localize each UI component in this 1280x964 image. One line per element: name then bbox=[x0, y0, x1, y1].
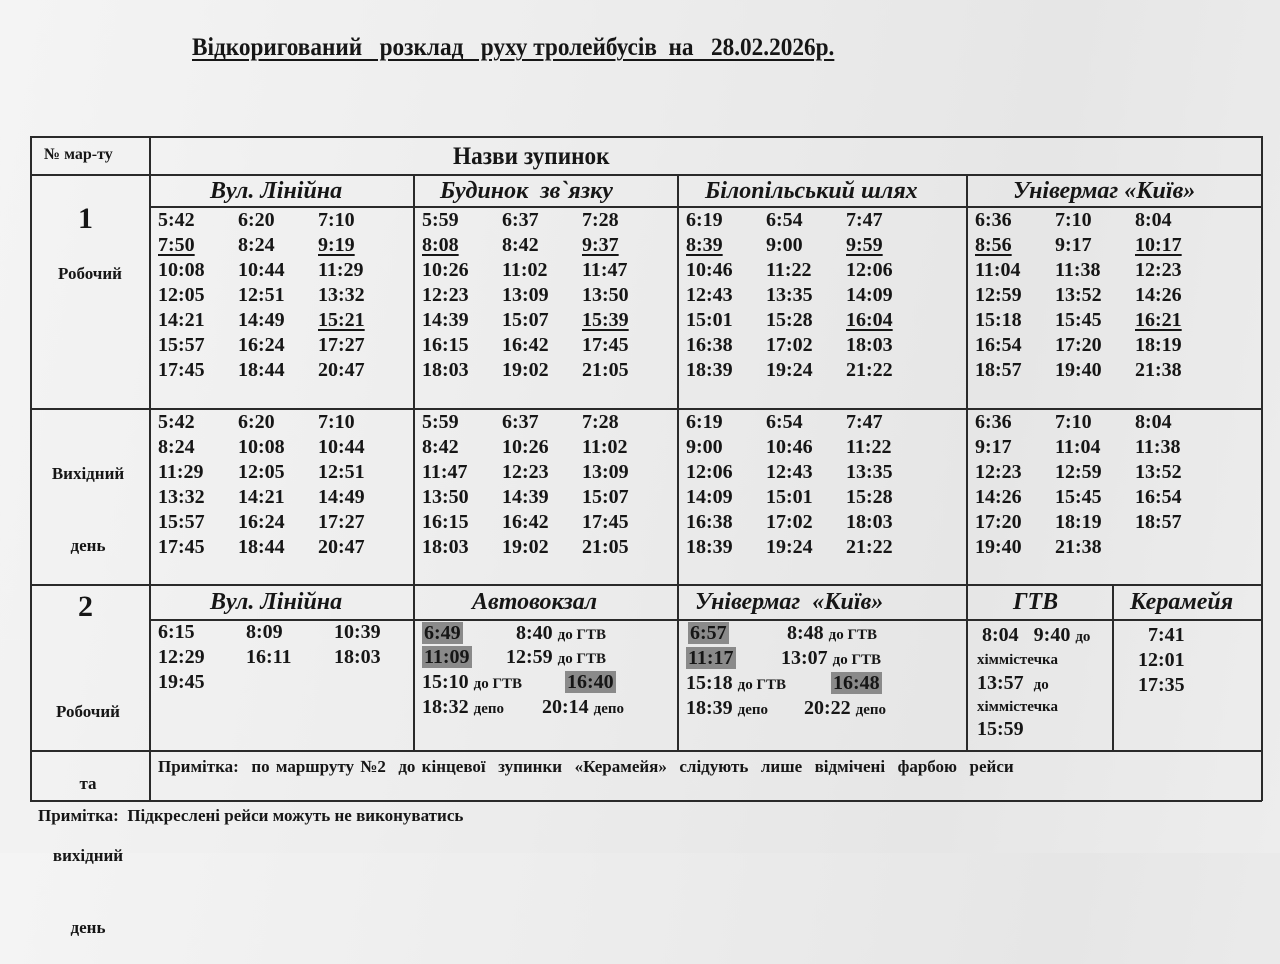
stop-name-univermag-kyiv: Універмаг «Київ» bbox=[1013, 178, 1196, 204]
trip-time: 12:51 bbox=[318, 461, 365, 483]
trip-time: 18:39 bbox=[686, 697, 733, 719]
trip-time: 17:45 bbox=[582, 334, 629, 356]
trip-time: 9:00 bbox=[686, 436, 723, 458]
trip-destination: до ГТВ bbox=[832, 652, 882, 668]
trip-time: 12:59 bbox=[975, 284, 1022, 306]
trip-time: 18:57 bbox=[975, 359, 1022, 381]
route-1-weekday-times-bilopilskyi-shliakh bbox=[686, 208, 926, 383]
trip-time: 11:29 bbox=[158, 461, 204, 483]
trip-time: 18:19 bbox=[1055, 511, 1102, 533]
trip-destination: депо bbox=[593, 701, 625, 717]
trip-time: 11:38 bbox=[1055, 259, 1101, 281]
trip-time: 11:04 bbox=[1055, 436, 1101, 458]
document-title: Відкоригований розклад руху тролейбусів на 28.02.2026р. bbox=[192, 34, 835, 61]
route-2-stop-gtv: ГТВ bbox=[1013, 589, 1059, 615]
trip-time: 12:29 bbox=[158, 646, 205, 668]
trip-time: 11:38 bbox=[1135, 436, 1181, 458]
trip-time: 8:42 bbox=[422, 436, 459, 458]
route-1-weekend-times-univermag-kyiv bbox=[975, 410, 1215, 560]
trip-time: 8:24 bbox=[238, 234, 275, 256]
trip-destination: хіммістечка bbox=[977, 652, 1058, 668]
trip-time: 15:57 bbox=[158, 334, 205, 356]
highlighted-trip: 6:57 bbox=[690, 622, 727, 644]
trip-time: 13:35 bbox=[766, 284, 813, 306]
stop-name-linijna: Вул. Лінійна bbox=[210, 178, 343, 204]
trip-time: 6:15 bbox=[158, 621, 195, 643]
trip-time: 7:28 bbox=[582, 411, 619, 433]
trip-destination: до ГТВ bbox=[557, 627, 607, 643]
trip-time: 19:24 bbox=[766, 536, 813, 558]
trip-time: 15:07 bbox=[502, 309, 549, 331]
trip-time: 15:45 bbox=[1055, 309, 1102, 331]
underlined-trip-time: 8:08 bbox=[422, 234, 459, 256]
trip-destination: до ГТВ bbox=[828, 627, 878, 643]
trip-time: 21:22 bbox=[846, 359, 893, 381]
trip-time: 8:09 bbox=[246, 621, 283, 643]
route-column-header: № мар-ту bbox=[44, 146, 113, 163]
trip-time: 12:43 bbox=[686, 284, 733, 306]
highlighted-trip: 11:17 bbox=[688, 647, 734, 669]
trip-time: 18:03 bbox=[334, 646, 381, 668]
trip-time: 10:08 bbox=[238, 436, 285, 458]
trip-time: 11:02 bbox=[582, 436, 628, 458]
trip-destination: до ГТВ bbox=[557, 651, 607, 667]
trip-time: 5:42 bbox=[158, 411, 195, 433]
trip-time: 16:38 bbox=[686, 334, 733, 356]
trip-time: 10:46 bbox=[766, 436, 813, 458]
trip-time: 12:59 bbox=[1055, 461, 1102, 483]
trip-time: 8:04 bbox=[982, 624, 1019, 646]
trip-time: 20:47 bbox=[318, 536, 365, 558]
trip-time: 5:59 bbox=[422, 411, 459, 433]
underlined-trip-time: 9:59 bbox=[846, 234, 883, 256]
route-1-weekday-times-budynok-zvyazku bbox=[422, 208, 662, 383]
trip-time: 13:32 bbox=[158, 486, 205, 508]
highlighted-trip: 11:09 bbox=[424, 646, 470, 668]
trip-time: 15:10 bbox=[422, 671, 469, 693]
route-2-stop-avtovokzal: Автовокзал bbox=[472, 589, 598, 615]
route-2-number: 2 bbox=[78, 590, 93, 623]
trip-time: 7:10 bbox=[1055, 209, 1092, 231]
stop-name-bilopilskyi-shliakh: Білопільський шлях bbox=[705, 178, 918, 204]
trip-time: 8:24 bbox=[158, 436, 195, 458]
trip-time: 20:47 bbox=[318, 359, 365, 381]
trip-time: 9:00 bbox=[766, 234, 803, 256]
trip-time: 18:03 bbox=[846, 511, 893, 533]
trip-time: 18:03 bbox=[846, 334, 893, 356]
trip-destination: до bbox=[1075, 629, 1091, 645]
route-1-weekday-times-linijna bbox=[158, 208, 398, 383]
trip-time: 20:14 bbox=[542, 696, 589, 718]
trip-time: 7:47 bbox=[846, 209, 883, 231]
trip-time: 10:46 bbox=[686, 259, 733, 281]
trip-time: 11:22 bbox=[766, 259, 812, 281]
underlined-trip-time: 7:50 bbox=[158, 234, 195, 256]
trip-time: 12:59 bbox=[506, 646, 553, 668]
trip-destination: депо bbox=[473, 701, 505, 717]
underlined-trip-time: 9:37 bbox=[582, 234, 619, 256]
trip-time: 10:44 bbox=[318, 436, 365, 458]
highlighted-trip: 16:48 bbox=[833, 672, 880, 694]
trip-time: 16:54 bbox=[1135, 486, 1182, 508]
trip-time: 13:50 bbox=[582, 284, 629, 306]
trip-time: 21:05 bbox=[582, 359, 629, 381]
trip-time: 11:22 bbox=[846, 436, 892, 458]
route-1-weekday-times-univermag-kyiv bbox=[975, 208, 1215, 383]
trip-time: 17:45 bbox=[158, 359, 205, 381]
trip-time: 12:05 bbox=[158, 284, 205, 306]
trip-time: 14:49 bbox=[318, 486, 365, 508]
trip-time: 14:49 bbox=[238, 309, 285, 331]
trip-time: 10:39 bbox=[334, 621, 381, 643]
trip-time: 6:37 bbox=[502, 411, 539, 433]
trip-time: 8:04 bbox=[1135, 411, 1172, 433]
trip-time: 18:39 bbox=[686, 359, 733, 381]
trip-time: 11:02 bbox=[502, 259, 548, 281]
underlined-trip-time: 9:19 bbox=[318, 234, 355, 256]
stops-title: Назви зупинок bbox=[453, 143, 610, 170]
trip-destination: хіммістечка bbox=[977, 699, 1058, 715]
trip-time: 13:52 bbox=[1135, 461, 1182, 483]
trip-time: 12:06 bbox=[686, 461, 733, 483]
trip-time: 14:39 bbox=[502, 486, 549, 508]
trip-time: 17:35 bbox=[1138, 674, 1185, 696]
trip-time: 6:19 bbox=[686, 209, 723, 231]
trip-time: 12:23 bbox=[502, 461, 549, 483]
trip-time: 7:28 bbox=[582, 209, 619, 231]
trip-time: 9:40 bbox=[1033, 624, 1071, 646]
trip-time: 7:41 bbox=[1148, 624, 1185, 646]
trip-time: 5:42 bbox=[158, 209, 195, 231]
trip-time: 6:37 bbox=[502, 209, 539, 231]
highlighted-trip: 16:40 bbox=[567, 671, 614, 693]
route-2-label-line: та bbox=[79, 774, 97, 793]
trip-time: 6:20 bbox=[238, 209, 275, 231]
trip-time: 12:23 bbox=[422, 284, 469, 306]
trip-time: 12:23 bbox=[975, 461, 1022, 483]
trip-time: 13:32 bbox=[318, 284, 365, 306]
trip-time: 17:20 bbox=[1055, 334, 1102, 356]
trip-destination: депо bbox=[855, 702, 887, 718]
trip-time: 17:27 bbox=[318, 334, 365, 356]
trip-time: 6:54 bbox=[766, 209, 803, 231]
trip-time: 10:26 bbox=[502, 436, 549, 458]
trip-time: 18:03 bbox=[422, 536, 469, 558]
trip-time: 16:38 bbox=[686, 511, 733, 533]
trip-time: 17:02 bbox=[766, 511, 813, 533]
route-1-number: 1 bbox=[78, 202, 93, 235]
trip-time: 13:52 bbox=[1055, 284, 1102, 306]
trip-time: 19:02 bbox=[502, 536, 549, 558]
underlined-trip-time: 15:39 bbox=[582, 309, 629, 331]
route-2-note: Примітка: по маршруту №2 до кінцевої зупинки «Керамейя» слідують лише відмічені фарбою рейси bbox=[158, 757, 1014, 776]
underlined-trip-time: 8:56 bbox=[975, 234, 1012, 256]
trip-time: 19:45 bbox=[158, 671, 205, 693]
trip-time: 7:10 bbox=[1055, 411, 1092, 433]
trip-time: 15:18 bbox=[975, 309, 1022, 331]
trip-time: 21:38 bbox=[1055, 536, 1102, 558]
trip-time: 21:05 bbox=[582, 536, 629, 558]
footer-note: Примітка: Підкреслені рейси можуть не виконуватись bbox=[38, 806, 464, 825]
trip-time: 17:45 bbox=[582, 511, 629, 533]
trip-time: 14:09 bbox=[846, 284, 893, 306]
route-2-stop-keramejja: Керамейя bbox=[1130, 589, 1234, 615]
trip-time: 16:24 bbox=[238, 511, 285, 533]
trip-time: 14:39 bbox=[422, 309, 469, 331]
trip-time: 6:19 bbox=[686, 411, 723, 433]
trip-time: 15:59 bbox=[977, 718, 1024, 740]
highlighted-trip: 6:49 bbox=[424, 622, 461, 644]
trip-time: 10:44 bbox=[238, 259, 285, 281]
trip-time: 18:44 bbox=[238, 536, 285, 558]
route-2-label-line: Робочий bbox=[56, 702, 120, 721]
weekend-label-line2: день bbox=[70, 536, 106, 555]
trip-time: 15:28 bbox=[846, 486, 893, 508]
trip-time: 15:57 bbox=[158, 511, 205, 533]
trip-time: 14:21 bbox=[238, 486, 285, 508]
trip-time: 13:50 bbox=[422, 486, 469, 508]
underlined-trip-time: 10:17 bbox=[1135, 234, 1182, 256]
trip-time: 15:45 bbox=[1055, 486, 1102, 508]
trip-time: 14:26 bbox=[975, 486, 1022, 508]
trip-time: 18:39 bbox=[686, 536, 733, 558]
trip-time: 13:35 bbox=[846, 461, 893, 483]
trip-time: 13:09 bbox=[582, 461, 629, 483]
trip-time: 14:21 bbox=[158, 309, 205, 331]
underlined-trip-time: 15:21 bbox=[318, 309, 365, 331]
trip-time: 7:10 bbox=[318, 411, 355, 433]
trip-time: 12:06 bbox=[846, 259, 893, 281]
trip-time: 17:02 bbox=[766, 334, 813, 356]
trip-time: 11:04 bbox=[975, 259, 1021, 281]
trip-time: 18:19 bbox=[1135, 334, 1182, 356]
trip-time: 6:54 bbox=[766, 411, 803, 433]
trip-time: 11:29 bbox=[318, 259, 364, 281]
trip-time: 6:36 bbox=[975, 209, 1012, 231]
trip-time: 16:15 bbox=[422, 334, 469, 356]
route-1-weekend-label bbox=[34, 414, 142, 582]
trip-time: 8:04 bbox=[1135, 209, 1172, 231]
route-1-weekday-label: Робочий bbox=[58, 264, 122, 283]
trip-time: 15:18 bbox=[686, 672, 733, 694]
trip-time: 12:01 bbox=[1138, 649, 1185, 671]
trip-time: 10:26 bbox=[422, 259, 469, 281]
underlined-trip-time: 16:04 bbox=[846, 309, 893, 331]
trip-time: 16:24 bbox=[238, 334, 285, 356]
trip-time: 12:05 bbox=[238, 461, 285, 483]
trip-time: 20:22 bbox=[804, 697, 851, 719]
underlined-trip-time: 8:39 bbox=[686, 234, 723, 256]
trip-time: 6:36 bbox=[975, 411, 1012, 433]
trip-time: 19:40 bbox=[1055, 359, 1102, 381]
route-1-weekend-times-linijna bbox=[158, 410, 398, 560]
trip-time: 13:07 bbox=[781, 647, 828, 669]
route-2-stop-univermag-kyiv: Універмаг «Київ» bbox=[695, 589, 884, 615]
trip-time: 9:17 bbox=[1055, 234, 1092, 256]
route-2-stop-linijna: Вул. Лінійна bbox=[210, 589, 343, 615]
trip-time: 14:09 bbox=[686, 486, 733, 508]
trip-destination: депо bbox=[737, 702, 769, 718]
underlined-trip-time: 16:21 bbox=[1135, 309, 1182, 331]
trip-time: 19:24 bbox=[766, 359, 813, 381]
trip-time: 16:42 bbox=[502, 334, 549, 356]
trip-time: 12:43 bbox=[766, 461, 813, 483]
trip-time: 13:57 bbox=[977, 672, 1024, 694]
trip-time: 17:20 bbox=[975, 511, 1022, 533]
stop-name-budynok-zvyazku: Будинок зв`язку bbox=[440, 178, 613, 204]
route-2-times-linijna bbox=[158, 620, 414, 695]
trip-time: 18:03 bbox=[422, 359, 469, 381]
trip-time: 21:22 bbox=[846, 536, 893, 558]
trip-time: 9:17 bbox=[975, 436, 1012, 458]
trip-time: 18:44 bbox=[238, 359, 285, 381]
trip-time: 5:59 bbox=[422, 209, 459, 231]
trip-time: 21:38 bbox=[1135, 359, 1182, 381]
trip-time: 18:32 bbox=[422, 696, 469, 718]
trip-destination: до ГТВ bbox=[473, 676, 523, 692]
trip-time: 7:47 bbox=[846, 411, 883, 433]
route-1-weekend-times-budynok-zvyazku bbox=[422, 410, 662, 560]
trip-time: 15:28 bbox=[766, 309, 813, 331]
trip-time: 10:08 bbox=[158, 259, 205, 281]
trip-time: 15:01 bbox=[766, 486, 813, 508]
trip-time: 15:07 bbox=[582, 486, 629, 508]
trip-time: 11:47 bbox=[422, 461, 468, 483]
trip-time: 16:11 bbox=[246, 646, 292, 668]
trip-time: 14:26 bbox=[1135, 284, 1182, 306]
trip-destination: до ГТВ bbox=[737, 677, 787, 693]
route-2-label-line: день bbox=[70, 918, 106, 937]
trip-time: 16:42 bbox=[502, 511, 549, 533]
trip-time: 19:40 bbox=[975, 536, 1022, 558]
trip-time: 17:27 bbox=[318, 511, 365, 533]
trip-time: 6:20 bbox=[238, 411, 275, 433]
trip-time: 16:54 bbox=[975, 334, 1022, 356]
route-2-label-line: вихідний bbox=[52, 846, 124, 865]
trip-time: 15:01 bbox=[686, 309, 733, 331]
trip-time: 8:40 bbox=[516, 622, 553, 644]
trip-time: 18:57 bbox=[1135, 511, 1182, 533]
trip-time: 12:51 bbox=[238, 284, 285, 306]
route-1-weekend-times-bilopilskyi-shliakh bbox=[686, 410, 926, 560]
trip-time: 13:09 bbox=[502, 284, 549, 306]
trip-time: 17:45 bbox=[158, 536, 205, 558]
trip-time: 16:15 bbox=[422, 511, 469, 533]
trip-time: 7:10 bbox=[318, 209, 355, 231]
weekend-label-line1: Вихідний bbox=[51, 464, 125, 483]
trip-time: 12:23 bbox=[1135, 259, 1182, 281]
trip-time: 11:47 bbox=[582, 259, 628, 281]
trip-time: 19:02 bbox=[502, 359, 549, 381]
trip-time: 8:42 bbox=[502, 234, 539, 256]
trip-destination: до bbox=[1033, 677, 1049, 693]
trip-time: 8:48 bbox=[787, 622, 824, 644]
